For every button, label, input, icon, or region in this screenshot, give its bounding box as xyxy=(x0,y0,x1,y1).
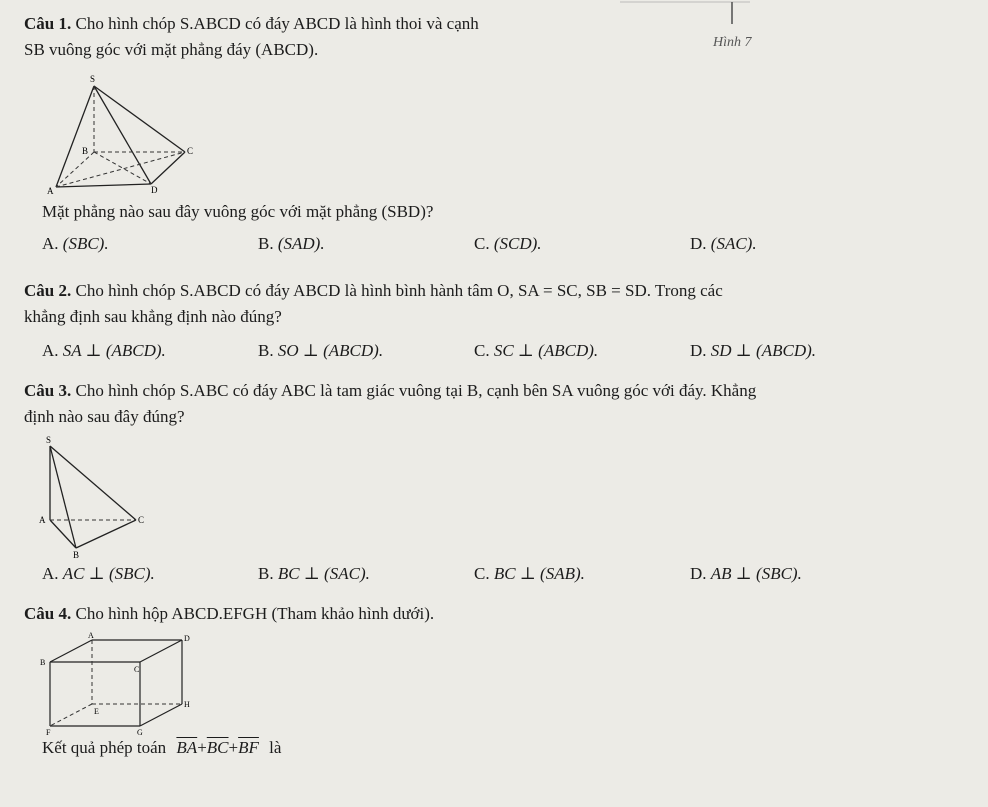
q4-plus-2: + xyxy=(228,738,239,757)
q2-option-b-letter: B. xyxy=(258,341,274,360)
q3-option-b-letter: B. xyxy=(258,564,274,583)
q4-label-h: H xyxy=(184,700,190,709)
q1-option-d[interactable] xyxy=(690,234,757,254)
q4-label-e: E xyxy=(94,707,99,716)
q1-text-line2: SB vuông góc với mặt phẳng đáy (ABCD). xyxy=(24,40,319,59)
q1-option-a[interactable] xyxy=(42,234,109,254)
q1-label-a: A xyxy=(47,186,54,196)
q1-label-s: S xyxy=(90,74,96,84)
q4-result-prefix: Kết quả phép toán xyxy=(42,738,167,757)
q3-label-c: C xyxy=(138,515,145,525)
q3-option-a[interactable] xyxy=(42,564,155,584)
q2-option-a-letter: A. xyxy=(42,341,59,360)
q2-option-d-letter: D. xyxy=(690,341,707,360)
q4-vector-bf: $\overline{BF}$ xyxy=(238,738,259,757)
q4-label-g: G xyxy=(137,728,143,736)
q2-option-c-letter: C. xyxy=(474,341,490,360)
q1-label-c: C xyxy=(187,146,194,156)
q3-option-a-letter: A. xyxy=(42,564,59,583)
corner-decoration xyxy=(620,0,988,40)
q4-vector-bc: $\overline{BC}$ xyxy=(206,738,229,757)
q1-option-b[interactable] xyxy=(258,234,325,254)
q3-text-line2: định nào sau đây đúng? xyxy=(24,407,185,426)
q1-option-b-letter: B. xyxy=(258,234,274,253)
q3-option-b-text: BC ⊥ (SAC). xyxy=(277,564,370,583)
q1-line1 xyxy=(24,14,479,34)
q4-result-suffix: là xyxy=(269,738,282,757)
q1-question: Mặt phẳng nào sau đây vuông góc với mặt phẳng (SBD)? xyxy=(42,202,434,221)
q2-option-b[interactable] xyxy=(258,341,383,361)
q4-label-f: F xyxy=(46,728,51,736)
q4-text: Cho hình hộp ABCD.EFGH (Tham khảo hình dưới). xyxy=(75,604,435,623)
q4-line1 xyxy=(24,604,434,624)
q2-option-c-text: SC ⊥ (ABCD). xyxy=(493,341,599,360)
q3-option-d-text: AB ⊥ (SBC). xyxy=(710,564,802,583)
q4-label-a: A xyxy=(88,632,94,640)
q3-option-d[interactable] xyxy=(690,564,802,584)
q3-pyramid-figure xyxy=(30,434,160,560)
q4-box-figure xyxy=(34,632,194,736)
q1-label-d: D xyxy=(151,185,158,195)
q4-label-b: B xyxy=(40,658,46,667)
q3-option-a-text: AC ⊥ (SBC). xyxy=(62,564,155,583)
q3-label-b: B xyxy=(73,550,80,560)
q3-label-s: S xyxy=(46,435,52,445)
q3-option-c-text: BC ⊥ (SAB). xyxy=(493,564,585,583)
q1-label-b: B xyxy=(82,146,89,156)
q4-result-line xyxy=(42,738,281,758)
q4-vector-ba: $\overline{BA}$ xyxy=(176,738,198,757)
q2-option-c[interactable] xyxy=(474,341,598,361)
q4-plus-1: + xyxy=(197,738,207,757)
hinh-label: Hình 7 xyxy=(713,35,752,50)
q3-option-b[interactable] xyxy=(258,564,370,584)
q4-title: Câu 4. xyxy=(24,604,72,623)
q1-option-d-letter: D. xyxy=(690,234,707,253)
q4-label-d: D xyxy=(184,634,190,643)
q3-label-a: A xyxy=(39,515,46,525)
q3-option-d-letter: D. xyxy=(690,564,707,583)
q1-option-d-text: (SAC). xyxy=(710,234,757,253)
q2-text-line2: khẳng định sau khẳng định nào đúng? xyxy=(24,307,282,326)
q1-title: Câu 1. xyxy=(24,14,72,33)
q1-option-c[interactable] xyxy=(474,234,542,254)
q1-option-b-text: (SAD). xyxy=(277,234,325,253)
q2-option-a-text: SA ⊥ (ABCD). xyxy=(62,341,166,360)
q1-text-line1: Cho hình chóp S.ABCD có đáy ABCD là hình thoi và cạnh xyxy=(75,14,479,33)
q3-line1 xyxy=(24,381,756,401)
q2-line1 xyxy=(24,281,723,301)
q2-option-a[interactable] xyxy=(42,341,166,361)
q2-option-d[interactable] xyxy=(690,341,816,361)
q4-label-c: C xyxy=(134,665,140,674)
q2-option-b-text: SO ⊥ (ABCD). xyxy=(277,341,384,360)
q3-title: Câu 3. xyxy=(24,381,72,400)
q1-option-c-letter: C. xyxy=(474,234,490,253)
q1-pyramid-figure xyxy=(34,72,204,200)
q3-option-c[interactable] xyxy=(474,564,585,584)
q3-text-line1: Cho hình chóp S.ABC có đáy ABC là tam giác vuông tại B, cạnh bên SA vuông góc với đáy. Khẳng xyxy=(75,381,757,400)
q2-title: Câu 2. xyxy=(24,281,72,300)
q1-option-a-text: (SBC). xyxy=(62,234,109,253)
q3-option-c-letter: C. xyxy=(474,564,490,583)
q2-text-line1: Cho hình chóp S.ABCD có đáy ABCD là hình bình hành tâm O, SA = SC, SB = SD. Trong các xyxy=(75,281,723,300)
q2-option-d-text: SD ⊥ (ABCD). xyxy=(710,341,817,360)
q1-option-c-text: (SCD). xyxy=(493,234,542,253)
q1-option-a-letter: A. xyxy=(42,234,59,253)
